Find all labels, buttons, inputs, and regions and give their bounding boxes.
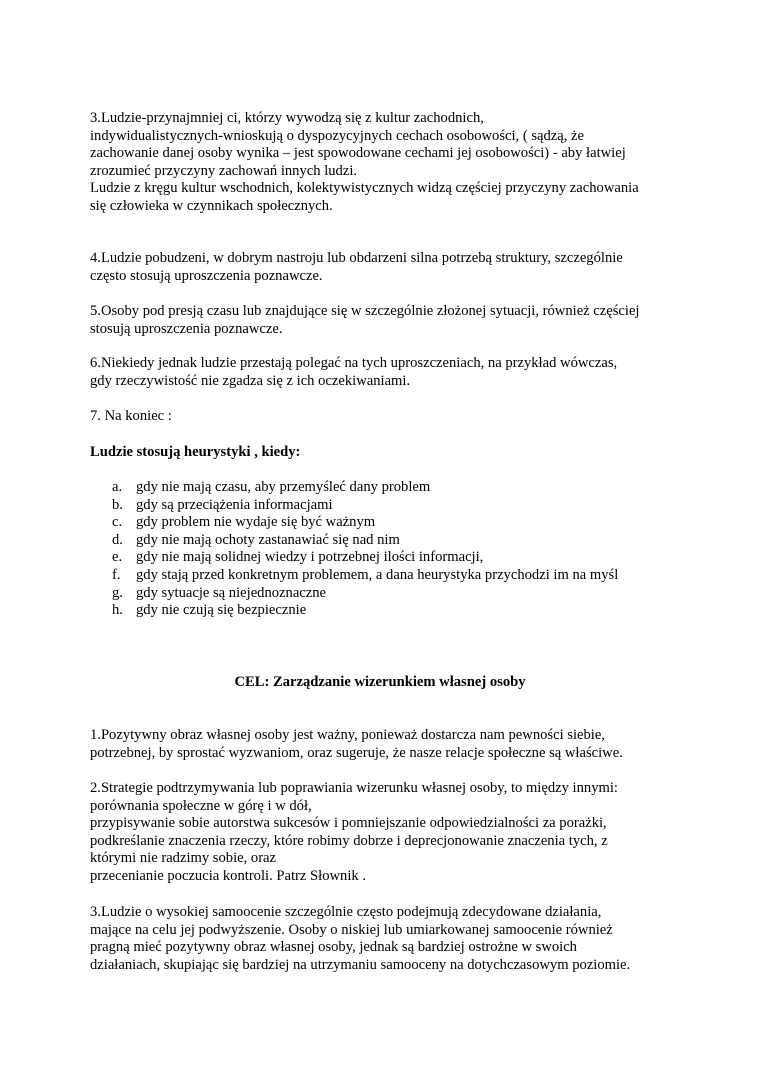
paragraph-line: 6.Niekiedy jednak ludzie przestają polegać na tych uproszczeniach, na przykład wówczas, xyxy=(90,355,618,371)
paragraph-line: mające na celu jej podwyższenie. Osoby o niskiej lub umiarkowanej samoocenie również xyxy=(90,921,613,938)
list-item xyxy=(90,549,690,567)
paragraph-line: podkreślanie znaczenia rzeczy, które robimy dobrze i deprecjonowanie znaczenia tych, z xyxy=(90,832,608,849)
paragraph-7 xyxy=(90,408,690,426)
section-paragraph-1 xyxy=(90,727,690,762)
list-marker: f. xyxy=(112,566,121,583)
list-item-text: gdy sytuacje są niejednoznaczne xyxy=(136,584,327,601)
list-marker: b. xyxy=(112,496,123,513)
list-item xyxy=(90,585,690,603)
paragraph-line: się człowieka w czynnikach społecznych. xyxy=(90,197,333,214)
paragraph-line: 1.Pozytywny obraz własnej osoby jest ważny, ponieważ dostarcza nam pewności siebie, xyxy=(90,727,605,743)
section-paragraph-3 xyxy=(90,904,690,974)
paragraph-line: 2.Strategie podtrzymywania lub poprawiania wizerunku własnej osoby, to między innymi: xyxy=(90,780,618,796)
list-marker: h. xyxy=(112,602,123,619)
list-item-text: gdy nie mają czasu, aby przemyśleć dany problem xyxy=(136,479,431,495)
paragraph-6 xyxy=(90,355,690,390)
list-marker: g. xyxy=(112,584,123,601)
list-marker: c. xyxy=(112,514,123,531)
list-item xyxy=(90,479,690,497)
paragraph-line: którymi nie radzimy sobie, oraz xyxy=(90,850,277,867)
list-marker: e. xyxy=(112,549,123,566)
paragraph-5 xyxy=(90,303,690,338)
paragraph-line: 3.Ludzie-przynajmniej ci, którzy wywodzą się z kultur zachodnich, xyxy=(90,110,484,126)
paragraph-line: indywidualistycznych-wnioskują o dyspozycyjnych cechach osobowości, ( sądzą, że xyxy=(90,127,585,144)
list-item-text: gdy nie mają solidnej wiedzy i potrzebnej ilości informacji, xyxy=(136,549,484,566)
heuristics-heading xyxy=(90,444,690,462)
paragraph-line: przypisywanie sobie autorstwa sukcesów i pomniejszanie odpowiedzialności za porażki, xyxy=(90,815,607,832)
heuristics-heading-text: Ludzie stosują heurystyki , kiedy: xyxy=(90,444,301,460)
paragraph-line: zachowanie danej osoby wynika – jest spowodowane cechami jej osobowości) - aby łatwiej xyxy=(90,145,626,162)
paragraph-line: pragną mieć pozytywny obraz własnej osoby, jednak są bardziej ostrożne w swoich xyxy=(90,939,577,956)
list-item xyxy=(90,514,690,532)
paragraph-line: zrozumieć przyczyny zachowań innych ludzi. xyxy=(90,162,358,179)
list-item xyxy=(90,532,690,550)
list-item xyxy=(90,602,690,620)
paragraph-line: 5.Osoby pod presją czasu lub znajdujące się w szczególnie złożonej sytuacji, również częściej xyxy=(90,303,640,319)
paragraph-line: 3.Ludzie o wysokiej samoocenie szczególnie często podejmują zdecydowane działania, xyxy=(90,904,602,920)
paragraph-3 xyxy=(90,110,690,216)
paragraph-line: często stosują uproszczenia poznawcze. xyxy=(90,267,323,284)
paragraph-4 xyxy=(90,250,690,285)
list-item-text: gdy są przeciążenia informacjami xyxy=(136,496,333,513)
list-item xyxy=(90,567,690,585)
list-item-text: gdy nie czują się bezpiecznie xyxy=(136,602,307,619)
heuristics-list xyxy=(90,479,690,620)
paragraph-line: stosują uproszczenia poznawcze. xyxy=(90,320,283,337)
paragraph-line: Ludzie z kręgu kultur wschodnich, kolektywistycznych widzą częściej przyczyny zachowania xyxy=(90,180,639,197)
paragraph-line: działaniach, skupiając się bardziej na utrzymaniu samooceny na dotychczasowym poziomie. xyxy=(90,956,631,973)
list-marker: a. xyxy=(112,479,123,495)
list-item-text: gdy stają przed konkretnym problemem, a dana heurystyka przychodzi im na myśl xyxy=(136,566,619,583)
paragraph-line: 7. Na koniec : xyxy=(90,408,172,424)
paragraph-line: potrzebnej, by sprostać wyzwaniom, oraz sugeruje, że nasze relacje społeczne są właściwe. xyxy=(90,744,623,761)
section-paragraph-2 xyxy=(90,780,690,886)
list-item-text: gdy nie mają ochoty zastanawiać się nad nim xyxy=(136,531,400,548)
section-title: CEL: Zarządzanie wizerunkiem własnej osoby xyxy=(234,674,526,690)
paragraph-line: 4.Ludzie pobudzeni, w dobrym nastroju lub obdarzeni silna potrzebą struktury, szczególnie xyxy=(90,250,623,266)
list-marker: d. xyxy=(112,531,123,548)
paragraph-line: przecenianie poczucia kontroli. Patrz Słownik . xyxy=(90,867,366,884)
list-item xyxy=(90,497,690,515)
paragraph-line: porównania społeczne w górę i w dół, xyxy=(90,797,312,814)
list-item-text: gdy problem nie wydaje się być ważnym xyxy=(136,514,376,531)
paragraph-line: gdy rzeczywistość nie zgadza się z ich oczekiwaniami. xyxy=(90,372,411,389)
